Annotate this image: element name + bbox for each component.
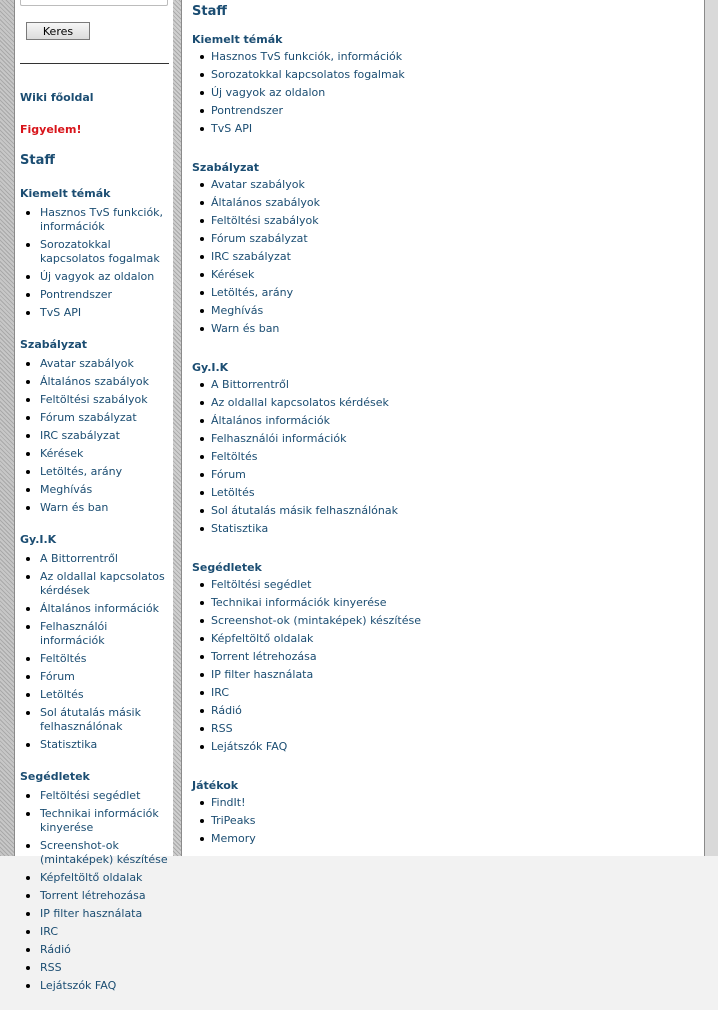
sidebar-nav-link[interactable]: Lejátszók FAQ [40,979,117,992]
sidebar-nav-item [20,652,170,666]
page-background-left [0,0,14,856]
sidebar-nav-link[interactable]: IP filter használata [40,907,143,920]
list-item [192,66,692,84]
list-item [192,102,692,120]
sidebar-nav-link[interactable]: Kérések [40,447,84,460]
list-item [192,320,692,338]
section-title: Kiemelt témák [192,33,283,46]
nav-link[interactable]: Felhasználói információk [211,432,347,445]
list-item [192,120,692,138]
list-item [192,684,692,702]
sidebar-nav-link[interactable]: Rádió [40,943,71,956]
list-item [192,376,692,394]
list-item [192,84,692,102]
nav-link[interactable]: Általános szabályok [211,196,320,209]
sidebar-section [20,337,170,515]
nav-link[interactable]: Torrent létrehozása [211,650,317,663]
nav-link[interactable]: Letöltés, arány [211,286,294,299]
list-item [192,430,692,448]
nav-link[interactable]: TriPeaks [211,814,256,827]
sidebar-nav-item [20,889,170,903]
sidebar-nav-link[interactable]: Új vagyok az oldalon [40,270,155,283]
nav-link[interactable]: A Bittorrentről [211,378,289,391]
list-item [192,794,692,812]
section-rules [192,160,692,338]
sidebar-nav-item [20,465,170,479]
sidebar-nav-link[interactable]: Az oldallal kapcsolatos kérdések [40,570,165,597]
list-item [192,266,692,284]
nav-link[interactable]: Fórum szabályzat [211,232,308,245]
sidebar-nav-link[interactable]: Pontrendszer [40,288,113,301]
sidebar-nav-item [20,411,170,425]
search-button[interactable]: Keres [26,22,90,40]
sidebar-nav-link[interactable]: Technikai információk kinyerése [40,807,159,834]
list-item [192,630,692,648]
sidebar-nav-item [20,270,170,284]
nav-link[interactable]: Rádió [211,704,242,717]
list-item [192,302,692,320]
sidebar-nav-item [20,807,170,835]
nav-link[interactable]: Az oldallal kapcsolatos kérdések [211,396,389,409]
sidebar-nav-link[interactable]: Meghívás [40,483,93,496]
sidebar-section-title: Segédletek [20,770,90,783]
list-item [192,230,692,248]
sidebar-title: Staff [20,153,55,168]
sidebar-section [20,532,170,752]
page-background-right [705,0,718,856]
sidebar-nav-item [20,552,170,566]
sidebar-nav-link[interactable]: Feltöltési szabályok [40,393,148,406]
nav-link[interactable]: Általános információk [211,414,330,427]
list-item [192,394,692,412]
nav-link[interactable]: Fórum [211,468,246,481]
sidebar-nav-item [20,670,170,684]
section-title: Szabályzat [192,161,260,174]
nav-link[interactable]: Pontrendszer [211,104,284,117]
section-guides [192,560,692,756]
sidebar-nav-link[interactable]: Feltöltés [40,652,87,665]
sidebar-nav-link[interactable]: Letöltés [40,688,84,701]
sidebar-nav-item [20,738,170,752]
nav-link[interactable]: Warn és ban [211,322,280,335]
nav-link[interactable]: RSS [211,722,233,735]
sidebar [14,0,174,992]
nav-link[interactable]: FindIt! [211,796,246,809]
warning-link[interactable]: Figyelem! [20,123,82,136]
nav-link[interactable]: Avatar szabályok [211,178,305,191]
sidebar-nav-item [20,839,170,867]
nav-link[interactable]: Hasznos TvS funkciók, információk [211,50,403,63]
sidebar-nav-item [20,943,170,957]
nav-link[interactable]: Sol átutalás másik felhasználónak [211,504,398,517]
page-title: Staff [192,4,227,19]
section-title: Gy.I.K [192,361,229,374]
sidebar-nav-link[interactable]: Hasznos TvS funkciók, információk [40,206,164,233]
sidebar-nav-item [20,602,170,616]
nav-link[interactable]: TvS API [211,122,253,135]
sidebar-nav-link[interactable]: Torrent létrehozása [40,889,146,902]
list-item [192,248,692,266]
sidebar-nav-link[interactable]: Letöltés, arány [40,465,123,478]
section-games [192,778,692,848]
list-item [192,466,692,484]
list-item [192,520,692,538]
sidebar-nav-item [20,375,170,389]
sidebar-nav-link[interactable]: Fórum szabályzat [40,411,137,424]
nav-link[interactable]: IRC [211,686,230,699]
sidebar-nav-item [20,961,170,975]
wiki-home-link[interactable]: Wiki főoldal [20,91,94,104]
sidebar-nav-link[interactable]: IRC szabályzat [40,429,120,442]
sidebar-nav-link[interactable]: Általános szabályok [40,375,149,388]
nav-link[interactable]: Új vagyok az oldalon [211,86,326,99]
sidebar-nav-item [20,871,170,885]
sidebar-nav-item [20,238,170,266]
nav-link[interactable]: Memory [211,832,256,845]
list-item [192,576,692,594]
nav-link[interactable]: Feltöltési szabályok [211,214,319,227]
sidebar-nav-item [20,206,170,234]
list-item [192,484,692,502]
sidebar-nav-link[interactable]: IRC [40,925,59,938]
section-title: Segédletek [192,561,262,574]
sidebar-sections [20,186,170,1010]
list-item [192,720,692,738]
list-item [192,612,692,630]
sidebar-nav-item [20,620,170,648]
list-item [192,284,692,302]
section-faq [192,360,692,538]
sidebar-nav-link[interactable]: Sorozatokkal kapcsolatos fogalmak [40,238,160,265]
sidebar-nav-item [20,483,170,497]
search-input[interactable] [20,0,168,6]
sidebar-nav-item [20,570,170,598]
sidebar-nav-item [20,706,170,734]
sidebar-nav-link[interactable]: Fórum [40,670,75,683]
list-item [192,812,692,830]
sidebar-nav-item [20,907,170,921]
sidebar-nav-item [20,925,170,939]
sidebar-section-title: Kiemelt témák [20,187,111,200]
nav-link[interactable]: Sorozatokkal kapcsolatos fogalmak [211,68,405,81]
sidebar-nav-item [20,979,170,993]
sidebar-nav-link[interactable]: TvS API [40,306,82,319]
list-item [192,48,692,66]
list-item [192,594,692,612]
nav-link[interactable]: Statisztika [211,522,269,535]
sidebar-nav-item [20,447,170,461]
sidebar-nav-item [20,288,170,302]
list-item [192,176,692,194]
sidebar-nav-item [20,789,170,803]
sidebar-nav-link[interactable]: Általános információk [40,602,159,615]
sidebar-nav-item [20,393,170,407]
sidebar-nav-link[interactable]: Avatar szabályok [40,357,134,370]
frame-separator[interactable] [173,0,182,856]
nav-link[interactable]: Feltöltési segédlet [211,578,312,591]
nav-link[interactable]: Screenshot-ok (mintaképek) készítése [211,614,421,627]
sidebar-nav-link[interactable]: RSS [40,961,62,974]
sidebar-nav-link[interactable]: Screenshot-ok (mintaképek) készítése [40,839,168,866]
sidebar-nav-link[interactable]: Feltöltési segédlet [40,789,141,802]
sidebar-section [20,769,170,993]
list-item [192,702,692,720]
sidebar-nav-link[interactable]: Warn és ban [40,501,109,514]
sidebar-nav-item [20,357,170,371]
list-item [192,830,692,848]
nav-link[interactable]: IRC szabályzat [211,250,291,263]
list-item [192,212,692,230]
sidebar-nav-link[interactable]: Statisztika [40,738,98,751]
list-item [192,412,692,430]
nav-link[interactable]: Képfeltöltő oldalak [211,632,314,645]
nav-link[interactable]: Kérések [211,268,255,281]
sidebar-divider [20,63,169,64]
list-item [192,738,692,756]
section-title: Játékok [192,779,239,792]
list-item [192,502,692,520]
sidebar-section [20,186,170,320]
nav-link[interactable]: Lejátszók FAQ [211,740,288,753]
sidebar-nav-item [20,501,170,515]
sidebar-section-title: Szabályzat [20,338,88,351]
nav-link[interactable]: Meghívás [211,304,264,317]
list-item [192,194,692,212]
sidebar-nav-link[interactable]: Képfeltöltő oldalak [40,871,143,884]
sidebar-nav-item [20,688,170,702]
nav-link[interactable]: IP filter használata [211,668,314,681]
list-item [192,648,692,666]
sidebar-section-title: Gy.I.K [20,533,57,546]
sidebar-nav-link[interactable]: Sol átutalás másik felhasználónak [40,706,141,733]
list-item [192,666,692,684]
main-content [182,0,705,856]
list-item [192,448,692,466]
section-featured [192,32,692,138]
main-sections [192,32,692,862]
nav-link[interactable]: Letöltés [211,486,255,499]
sidebar-nav-link[interactable]: Felhasználói információk [40,620,108,647]
sidebar-nav-item [20,429,170,443]
nav-link[interactable]: Feltöltés [211,450,258,463]
nav-link[interactable]: Technikai információk kinyerése [211,596,387,609]
sidebar-nav-item [20,306,170,320]
sidebar-nav-link[interactable]: A Bittorrentről [40,552,118,565]
